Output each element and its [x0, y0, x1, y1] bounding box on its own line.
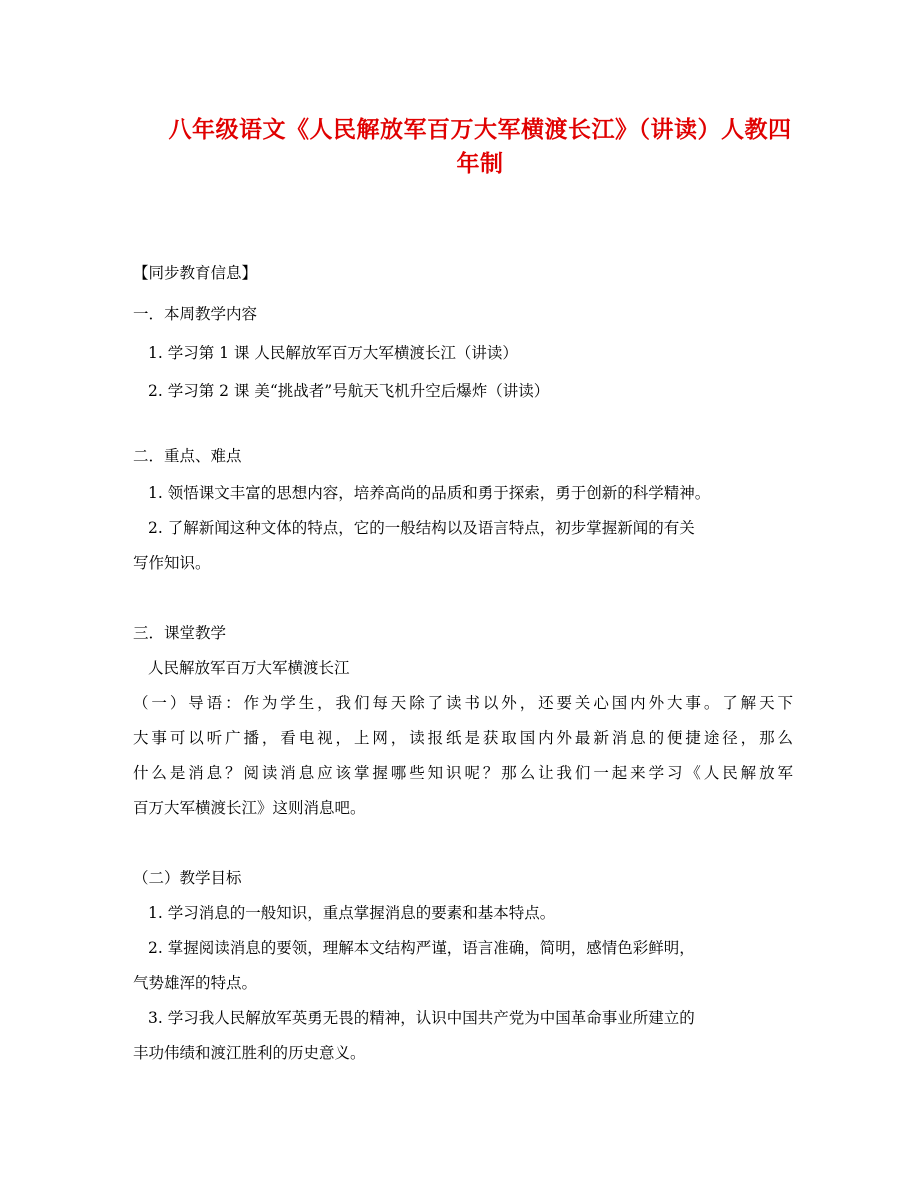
part1-item-2: 2. 学习第 2 课 美“挑战者”号航天飞机升空后爆炸（讲读） [148, 382, 550, 400]
goals-heading: （二）教学目标 [133, 869, 242, 887]
intro-line-2: 大事可以听广播，看电视，上网，读报纸是获取国内外最新消息的便捷途径，那么 [133, 729, 793, 747]
part1-heading: 一．本周教学内容 [133, 305, 258, 323]
intro-line-1: （一）导语：作为学生，我们每天除了读书以外，还要关心国内外大事。了解天下 [133, 694, 793, 712]
goal-3-line-1: 3. 学习我人民解放军英勇无畏的精神，认识中国共产党为中国革命事业所建立的 [148, 1009, 695, 1027]
part2-item-1: 1. 领悟课文丰富的思想内容，培养高尚的品质和勇于探索，勇于创新的科学精神。 [148, 484, 711, 502]
part1-item-1: 1. 学习第 1 课 人民解放军百万大军横渡长江（讲读） [148, 344, 518, 362]
intro-line-4: 百万大军横渡长江》这则消息吧。 [133, 799, 366, 817]
document-title-line-2: 年制 [456, 150, 504, 177]
goal-1: 1. 学习消息的一般知识，重点掌握消息的要素和基本特点。 [148, 904, 556, 922]
goal-2-line-1: 2. 掌握阅读消息的要领，理解本文结构严谨，语言准确，简明，感情色彩鲜明， [148, 939, 695, 957]
intro-line-3: 什么是消息？阅读消息应该掌握哪些知识呢？那么让我们一起来学习《人民解放军 [133, 764, 793, 782]
goal-2-line-2: 气势雄浑的特点。 [133, 974, 258, 992]
document-title-line-1: 八年级语文《人民解放军百万大军横渡长江》（讲读）人教四 [168, 116, 792, 143]
lesson-title: 人民解放军百万大军横渡长江 [148, 659, 350, 677]
part2-heading: 二．重点、难点 [133, 447, 242, 465]
part2-item-2-line-1: 2. 了解新闻这种文体的特点，它的一般结构以及语言特点，初步掌握新闻的有关 [148, 519, 695, 537]
part2-item-2-line-2: 写作知识。 [133, 554, 211, 572]
goal-3-line-2: 丰功伟绩和渡江胜利的历史意义。 [133, 1044, 366, 1062]
part3-heading: 三．课堂教学 [133, 624, 227, 642]
section-header: 【同步教育信息】 [133, 264, 258, 282]
